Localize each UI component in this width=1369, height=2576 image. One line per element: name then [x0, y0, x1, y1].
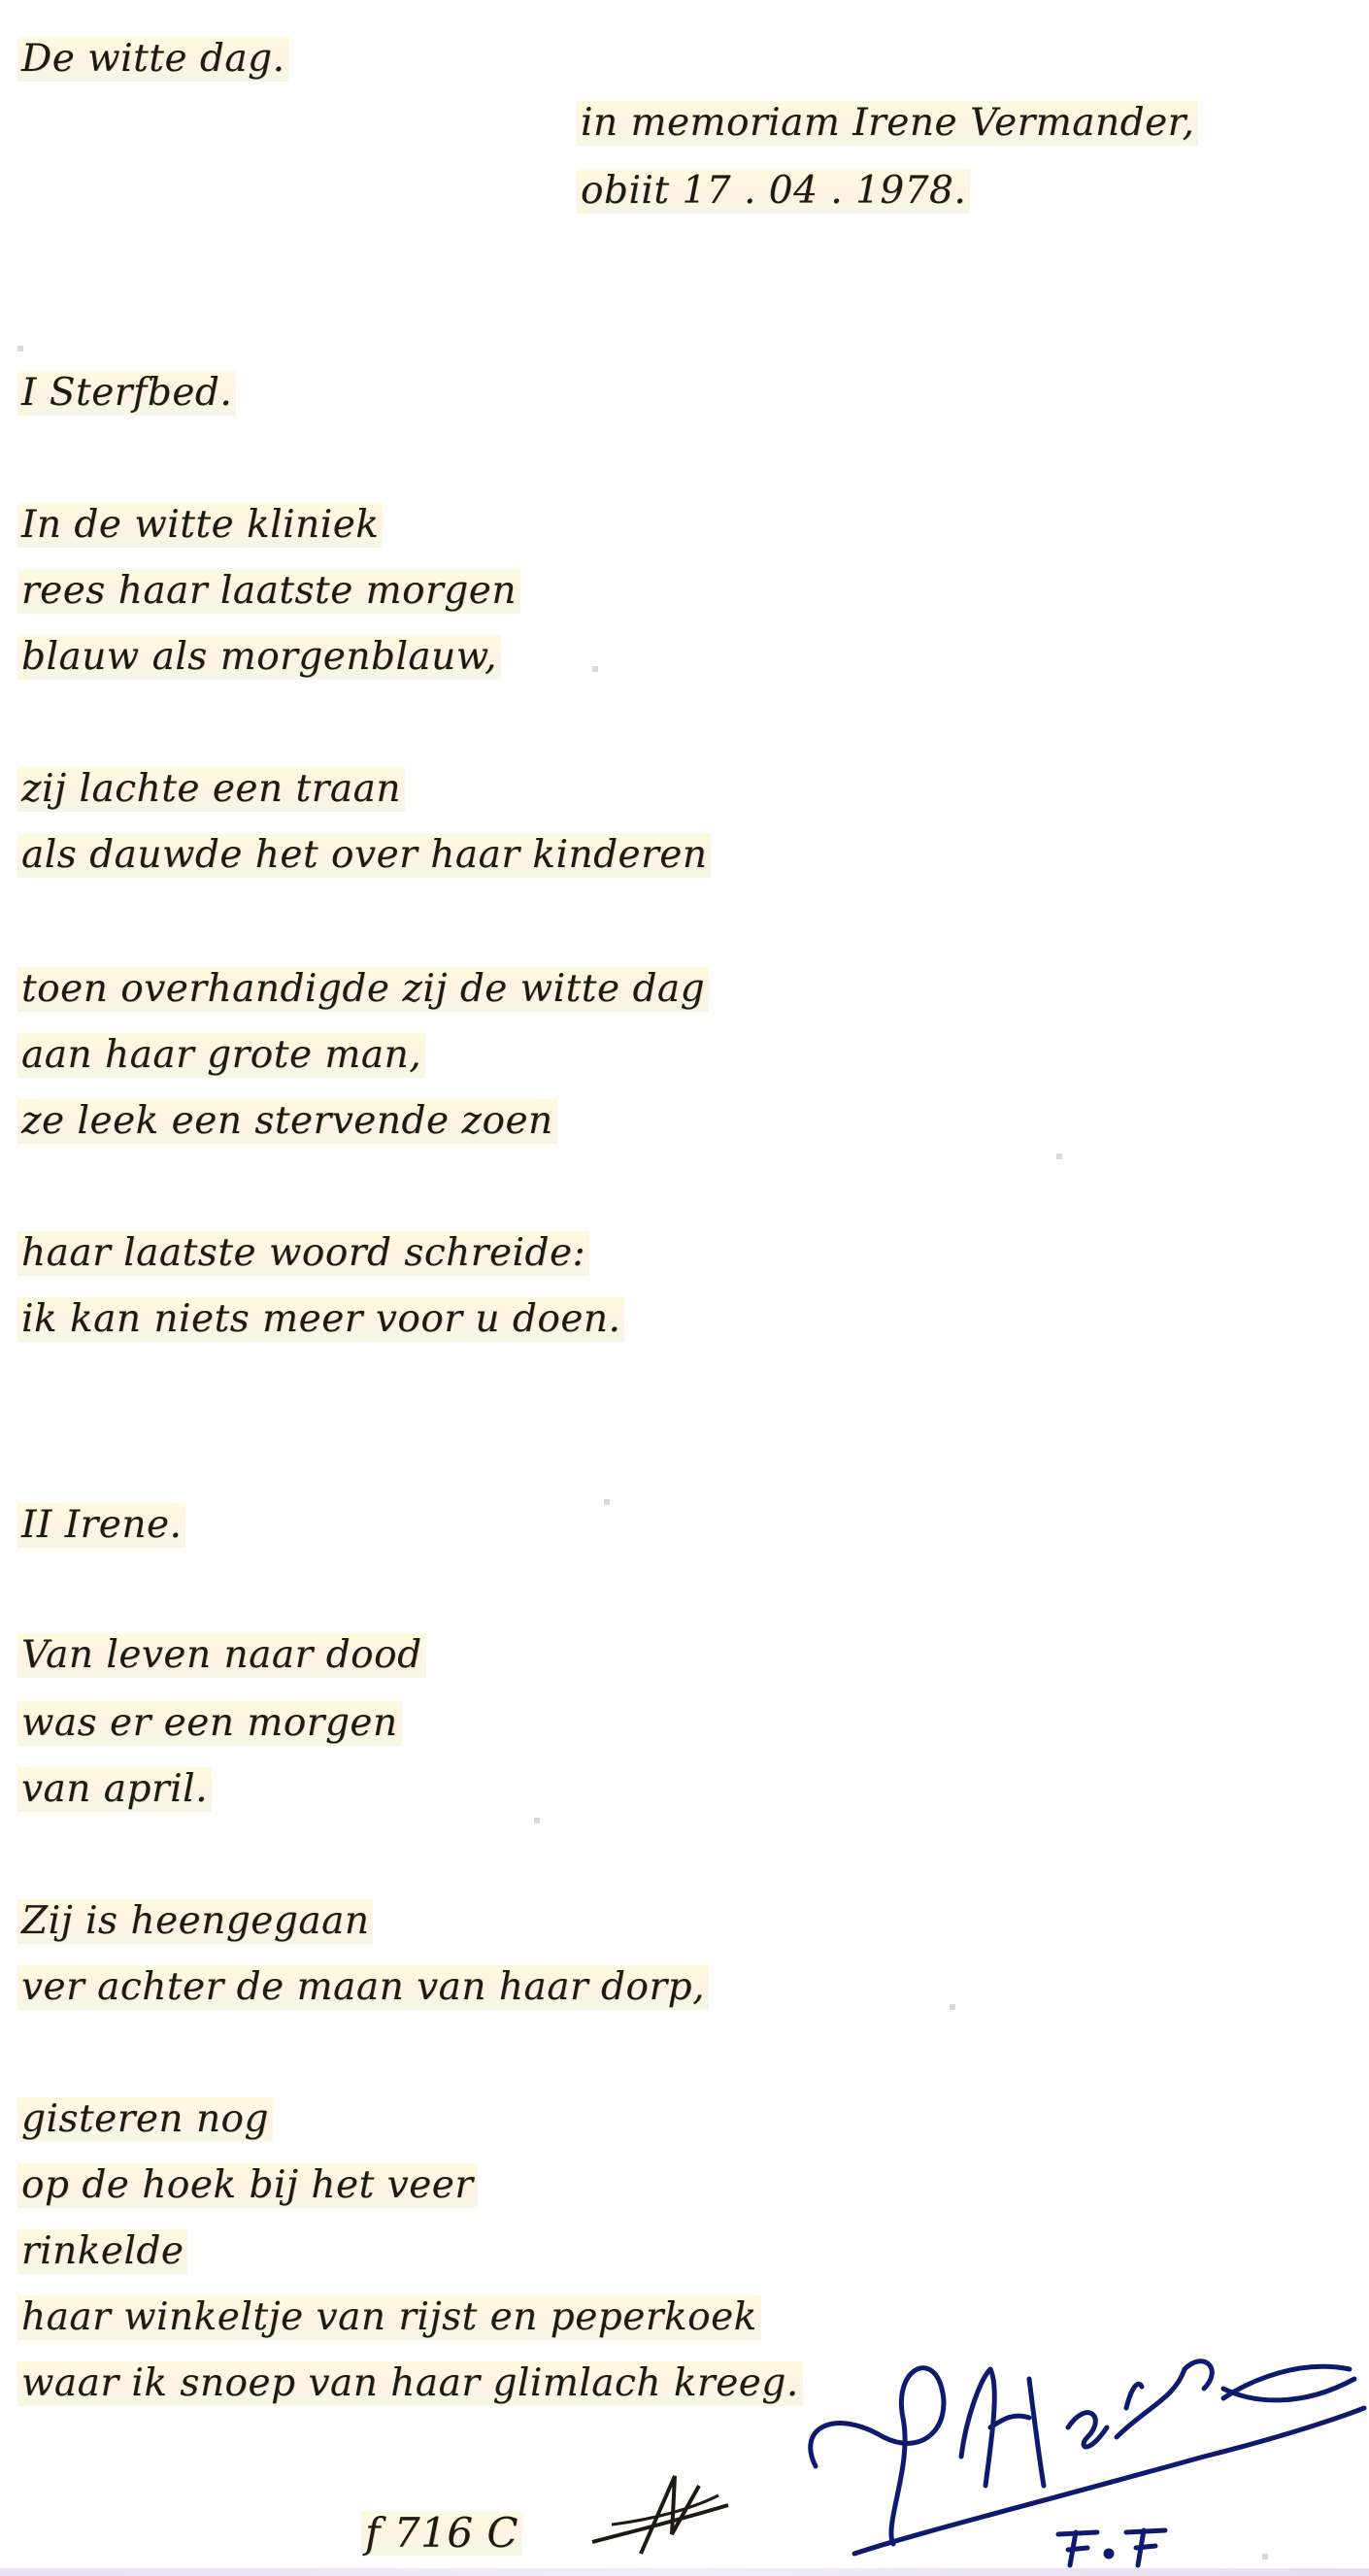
scan-edge	[0, 2568, 1369, 2576]
archive-number: f 716 C	[361, 2511, 522, 2556]
part2-line: gisteren nog	[17, 2097, 273, 2142]
part1-line: toen overhandigde zij de witte dag	[17, 967, 709, 1012]
part1-line: zij lachte een traan	[17, 767, 405, 812]
part1-line: ze leek een stervende zoen	[17, 1099, 557, 1144]
part2-line: van april.	[17, 1767, 212, 1812]
scan-speck	[17, 346, 23, 351]
part2-line: Van leven naar dood	[17, 1633, 426, 1678]
dedication-line-2: obiit 17 . 04 . 1978.	[577, 169, 970, 214]
scan-speck	[1056, 1154, 1062, 1159]
part2-heading: II Irene.	[17, 1503, 185, 1548]
paraph-mark	[583, 2466, 738, 2563]
part2-line: Zij is heengegaan	[17, 1899, 373, 1944]
part1-line: haar laatste woord schreide:	[17, 1231, 589, 1276]
part1-heading: I Sterfbed.	[17, 371, 236, 416]
part1-line: als dauwde het over haar kinderen	[17, 833, 711, 878]
part2-line: waar ik snoep van haar glimlach kreeg.	[17, 2361, 803, 2406]
part1-line: rees haar laatste morgen	[17, 569, 520, 614]
scan-speck	[592, 666, 598, 672]
poem-title: De witte dag.	[17, 37, 289, 82]
part1-line: blauw als morgenblauw,	[17, 635, 501, 680]
part2-line: was er een morgen	[17, 1701, 402, 1746]
part2-line: ver achter de maan van haar dorp,	[17, 1965, 709, 2010]
part2-line: haar winkeltje van rijst en peperkoek	[17, 2295, 761, 2340]
part1-line: aan haar grote man,	[17, 1033, 425, 1078]
scan-speck	[1262, 2554, 1268, 2559]
handwritten-signature	[796, 2311, 1369, 2576]
dedication-line-1: in memoriam Irene Vermander,	[577, 101, 1198, 146]
part2-line: rinkelde	[17, 2229, 187, 2274]
scan-speck	[950, 2004, 955, 2010]
part1-line: ik kan niets meer voor u doen.	[17, 1297, 624, 1342]
part2-line: op de hoek bij het veer	[17, 2163, 478, 2208]
scan-speck	[604, 1499, 610, 1505]
scan-speck	[534, 1818, 540, 1823]
part1-line: In de witte kliniek	[17, 503, 383, 548]
